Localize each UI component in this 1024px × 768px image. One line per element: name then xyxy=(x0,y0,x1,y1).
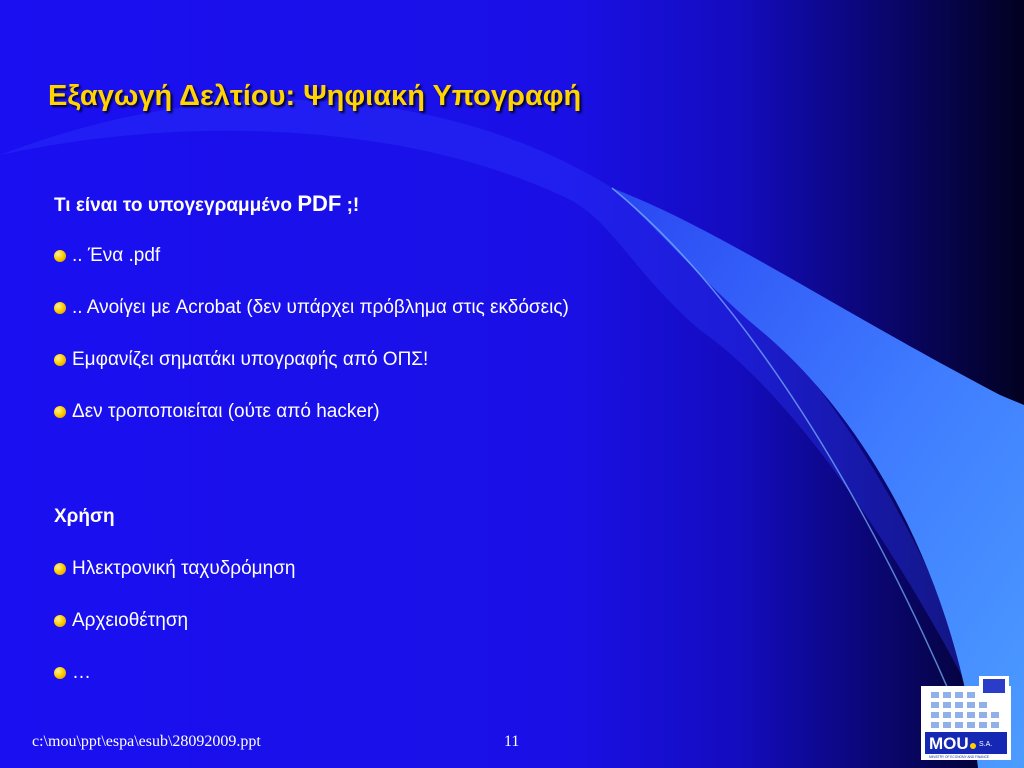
bullet-item xyxy=(54,334,874,386)
logo-suffix: S.A. xyxy=(979,741,993,748)
footer-file-path: c:\mou\ppt\espa\esub\28092009.ppt xyxy=(32,733,261,750)
section-heading-usage: Χρήση xyxy=(54,506,115,527)
bullet-text: … xyxy=(72,662,91,683)
bullet-item xyxy=(54,543,874,595)
bullet-item xyxy=(54,282,874,334)
bullet-text: Ηλεκτρονική ταχυδρόμηση xyxy=(72,558,296,579)
bullet-dot-icon xyxy=(54,406,66,418)
logo-text: MOU xyxy=(929,734,969,753)
bullet-dot-icon xyxy=(54,354,66,366)
slide-title: Εξαγωγή Δελτίου: Ψηφιακή Υπογραφή xyxy=(48,80,582,112)
bullet-item xyxy=(54,595,874,647)
bullet-dot-icon xyxy=(54,667,66,679)
heading-pdf: PDF xyxy=(297,191,342,216)
mou-logo xyxy=(921,676,1011,760)
bullet-text: Εμφανίζει σηματάκι υπογραφής από ΟΠΣ! xyxy=(72,349,429,370)
footer-page-number: 11 xyxy=(504,733,520,750)
slide-content xyxy=(54,178,874,699)
bullet-text: Αρχειοθέτηση xyxy=(72,610,189,631)
bullet-text: .. Ένα .pdf xyxy=(72,245,161,266)
bullet-dot-icon xyxy=(54,563,66,575)
bullet-item xyxy=(54,386,874,438)
heading-suffix: ;! xyxy=(346,195,360,216)
logo-subtitle: MINISTRY OF ECONOMY AND FINANCE xyxy=(929,755,990,759)
heading-text: Τι είναι το υπογεγραμμένο xyxy=(54,195,293,216)
section-heading-what-is xyxy=(54,178,874,230)
bullet-item xyxy=(54,647,874,699)
bullet-dot-icon xyxy=(54,250,66,262)
bullet-item xyxy=(54,230,874,282)
bullet-dot-icon xyxy=(54,302,66,314)
bullet-text: .. Ανοίγει με Acrobat (δεν υπάρχει πρόβλημα στις εκδόσεις) xyxy=(72,297,569,318)
spacer xyxy=(54,438,874,491)
bullet-text: Δεν τροποποιείται (ούτε από hacker) xyxy=(72,401,380,422)
bullet-dot-icon xyxy=(54,615,66,627)
